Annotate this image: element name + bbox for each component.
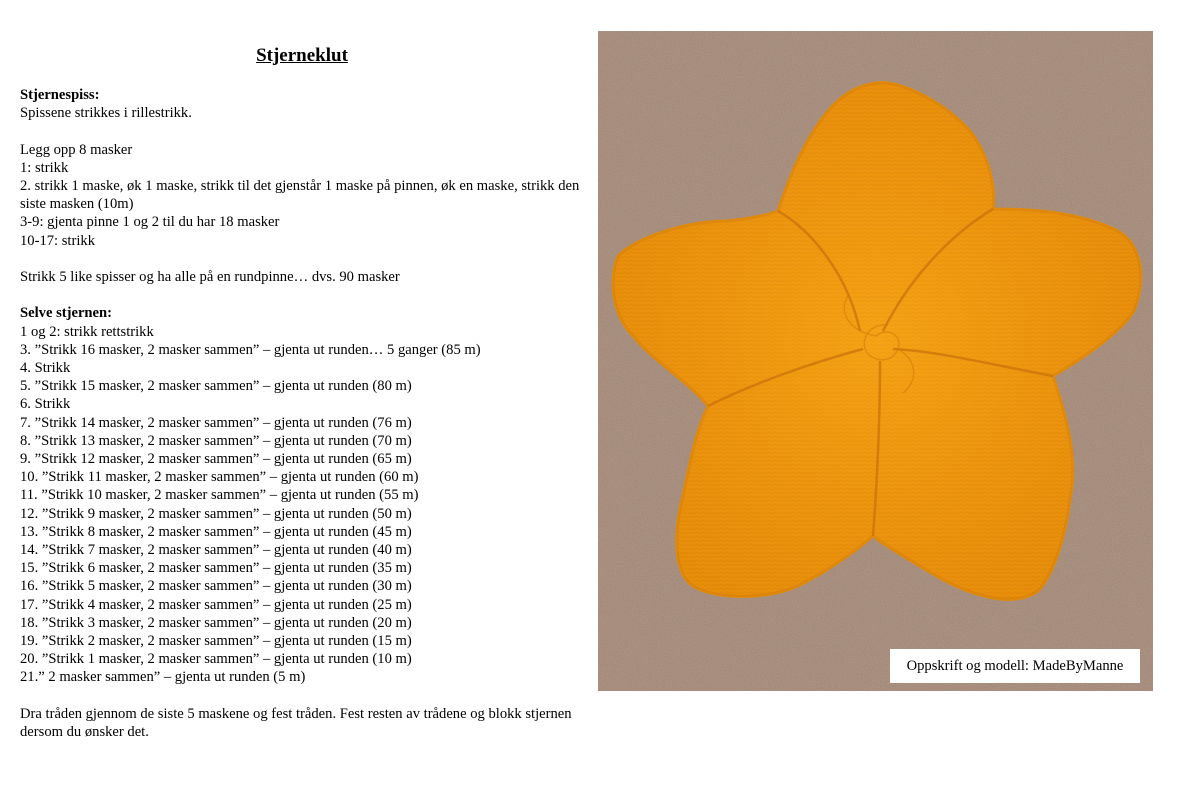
round-line: 15. ”Strikk 6 masker, 2 masker sammen” – gjenta ut runden (35 m) <box>20 560 412 577</box>
round-line: 10. ”Strikk 11 masker, 2 masker sammen” – gjenta ut runden (60 m) <box>20 469 419 486</box>
section-heading-star: Selve stjernen: <box>20 305 112 322</box>
round-line: 4. Strikk <box>20 360 71 376</box>
document-title: Stjerneklut <box>256 45 348 66</box>
instruction-line: Legg opp 8 masker <box>20 141 133 158</box>
section-intro: Spissene strikkes i rillestrikk. <box>20 105 192 122</box>
round-line: 19. ”Strikk 2 masker, 2 masker sammen” – gjenta ut runden (15 m) <box>20 633 412 650</box>
round-line: 12. ”Strikk 9 masker, 2 masker sammen” – gjenta ut runden (50 m) <box>20 505 412 522</box>
round-line: 6. Strikk <box>20 396 71 413</box>
round-line: 18. ”Strikk 3 masker, 2 masker sammen” – gjenta ut runden (20 m) <box>20 614 412 631</box>
round-line: 5. ”Strikk 15 masker, 2 masker sammen” – gjenta ut runden (80 m) <box>20 378 412 395</box>
round-line: 20. ”Strikk 1 masker, 2 masker sammen” – gjenta ut runden (10 m) <box>20 651 412 668</box>
instruction-line: 2. strikk 1 maske, øk 1 maske, strikk til det gjenstår 1 maske på pinnen, øk en maske, strikk den siste masken (10m) <box>20 178 580 213</box>
finishing-instructions: Dra tråden gjennom de siste 5 maskene og fest tråden. Fest resten av trådene og blokk stjernen dersom du ønsker det. <box>20 705 572 741</box>
spacer <box>20 250 590 268</box>
round-line: 1 og 2: strikk rettstrikk <box>20 323 154 340</box>
spacer <box>20 687 590 705</box>
round-line: 3. ”Strikk 16 masker, 2 masker sammen” – gjenta ut runden… 5 ganger (85 m) <box>20 341 481 358</box>
round-line: 11. ”Strikk 10 masker, 2 masker sammen” – gjenta ut runden (55 m) <box>20 487 419 504</box>
tip-summary-note: Strikk 5 like spisser og ha alle på en rundpinne… dvs. 90 masker <box>20 269 400 285</box>
spacer <box>20 286 590 304</box>
round-line: 14. ”Strikk 7 masker, 2 masker sammen” – gjenta ut runden (40 m) <box>20 542 412 559</box>
star-cloth-illustration <box>598 31 1153 691</box>
round-line: 17. ”Strikk 4 masker, 2 masker sammen” – gjenta ut runden (25 m) <box>20 596 412 613</box>
round-line: 9. ”Strikk 12 masker, 2 masker sammen” – gjenta ut runden (65 m) <box>20 451 412 468</box>
round-line: 21.” 2 masker sammen” – gjenta ut runden (5 m) <box>20 669 306 686</box>
instruction-line: 10-17: strikk <box>20 232 95 249</box>
spacer <box>20 122 590 140</box>
instruction-line: 3-9: gjenta pinne 1 og 2 til du har 18 masker <box>20 214 280 231</box>
round-line: 8. ”Strikk 13 masker, 2 masker sammen” – gjenta ut runden (70 m) <box>20 432 412 449</box>
round-line: 7. ”Strikk 14 masker, 2 masker sammen” – gjenta ut runden (76 m) <box>20 414 412 431</box>
round-line: 16. ”Strikk 5 masker, 2 masker sammen” – gjenta ut runden (30 m) <box>20 578 412 595</box>
section-heading-tip: Stjernespiss: <box>20 87 100 103</box>
instruction-line: 1: strikk <box>20 159 69 176</box>
recipe-document <box>20 44 590 741</box>
photo-caption: Oppskrift og modell: MadeByManne <box>890 649 1140 683</box>
knitted-star-photo <box>598 31 1153 691</box>
round-line: 13. ”Strikk 8 masker, 2 masker sammen” – gjenta ut runden (45 m) <box>20 523 412 540</box>
